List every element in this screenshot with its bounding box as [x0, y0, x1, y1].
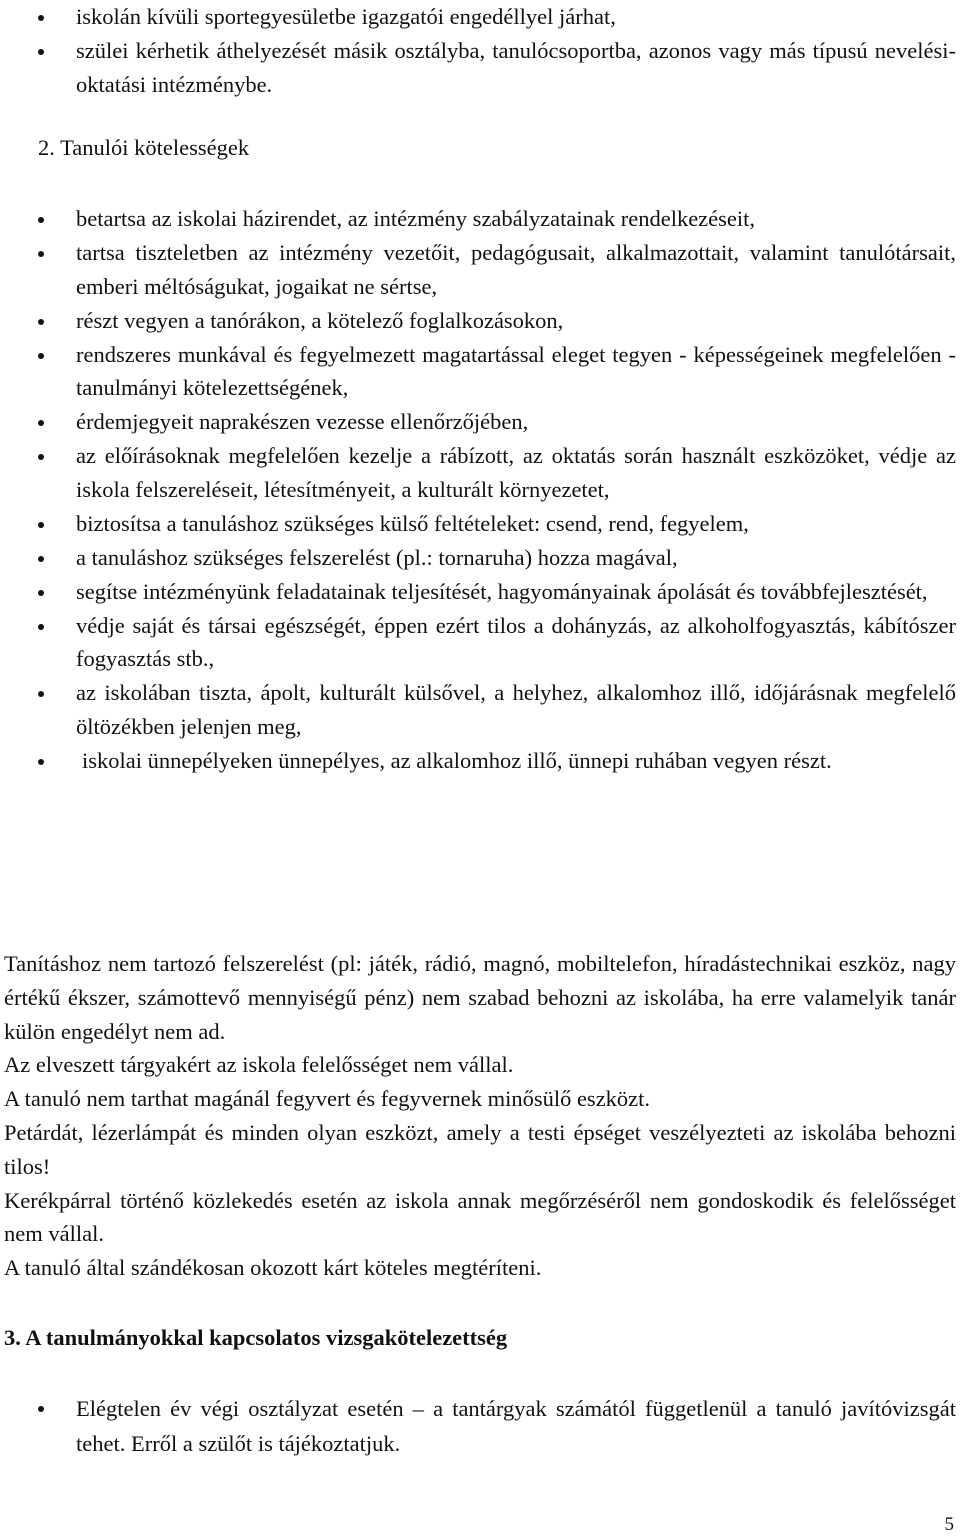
- exam-bullet-list: [0, 1391, 960, 1462]
- list-item: segítse intézményünk feladatainak teljesítését, hagyományainak ápolását és továbbfejlesztését,: [0, 575, 960, 609]
- bullet-icon: [38, 251, 44, 257]
- list-item: részt vegyen a tanórákon, a kötelező foglalkozásokon,: [0, 304, 960, 338]
- list-item: rendszeres munkával és fegyelmezett magatartással eleget tegyen - képességeinek megfelelően - tanulmányi kötelezettségének,: [0, 338, 960, 405]
- section-3-heading: 3. A tanulmányokkal kapcsolatos vizsgakötelezettség: [4, 1325, 508, 1350]
- section-2-heading: 2. Tanulói kötelességek: [38, 135, 250, 160]
- bullet-icon: [38, 556, 44, 562]
- bullet-icon: [38, 590, 44, 596]
- duties-bullet-list: [0, 202, 960, 778]
- list-item: a tanuláshoz szükséges felszerelést (pl.: tornaruha) hozza magával,: [0, 541, 960, 575]
- bullet-icon: [38, 1406, 44, 1412]
- bullet-icon: [38, 691, 44, 697]
- page-number: 5: [944, 1514, 954, 1535]
- list-item: Elégtelen év végi osztályzat esetén – a tantárgyak számától függetlenül a tanuló javítóvizsgát tehet. Erről a szülőt is tájékoztatjuk.: [0, 1391, 960, 1461]
- bullet-icon: [38, 454, 44, 460]
- paragraph: A tanuló nem tarthat magánál fegyvert és fegyvernek minősülő eszközt.: [4, 1086, 651, 1112]
- bullet-icon: [38, 217, 44, 223]
- paragraph: Tanításhoz nem tartozó felszerelést (pl: játék, rádió, magnó, mobiltelefon, híradástechnikai eszköz, nagy értékű ékszer, számottevő mennyiségű pénz) nem szabad behozni az iskolába, ha erre valamelyik tanár külön engedélyt nem ad.: [4, 951, 956, 1044]
- top-bullet-list: [0, 0, 960, 102]
- list-item: tartsa tiszteletben az intézmény vezetőit, pedagógusait, alkalmazottait, valamint tanulótársait, emberi méltóságukat, jogaikat ne sértse,: [0, 236, 960, 303]
- bullet-icon: [38, 624, 44, 630]
- bullet-icon: [38, 420, 44, 426]
- list-item: biztosítsa a tanuláshoz szükséges külső feltételeket: csend, rend, fegyelem,: [0, 507, 960, 541]
- bullet-icon: [38, 49, 44, 55]
- rules-paragraphs: [4, 947, 956, 1285]
- paragraph: A tanuló által szándékosan okozott kárt köteles megtéríteni.: [4, 1255, 542, 1281]
- list-item: védje saját és társai egészségét, éppen ezért tilos a dohányzás, az alkoholfogyasztás, kábítószer fogyasztás stb.,: [0, 609, 960, 676]
- list-item: betartsa az iskolai házirendet, az intézmény szabályzatainak rendelkezéseit,: [0, 202, 960, 236]
- bullet-icon: [38, 759, 44, 765]
- list-item: az iskolában tiszta, ápolt, kulturált külsővel, a helyhez, alkalomhoz illő, időjárásnak megfelelő öltözékben jelenjen meg,: [0, 676, 960, 743]
- list-item: iskolai ünnepélyeken ünnepélyes, az alkalomhoz illő, ünnepi ruhában vegyen részt.: [0, 744, 960, 778]
- bullet-icon: [38, 353, 44, 359]
- list-item: érdemjegyeit naprakészen vezesse ellenőrzőjében,: [0, 405, 960, 439]
- paragraph: Az elveszett tárgyakért az iskola felelősséget nem vállal.: [4, 1052, 514, 1078]
- paragraph: Petárdát, lézerlámpát és minden olyan eszközt, amely a testi épséget veszélyezteti az iskolába behozni tilos!: [4, 1119, 956, 1179]
- list-item: szülei kérhetik áthelyezését másik osztályba, tanulócsoportba, azonos vagy más típusú nevelési-oktatási intézménybe.: [0, 34, 960, 101]
- bullet-icon: [38, 522, 44, 528]
- list-item: iskolán kívüli sportegyesületbe igazgatói engedéllyel járhat,: [0, 0, 960, 34]
- bullet-icon: [38, 15, 44, 21]
- bullet-icon: [38, 319, 44, 325]
- list-item: az előírásoknak megfelelően kezelje a rábízott, az oktatás során használt eszközöket, védje az iskola felszereléseit, létesítményeit, a kulturált környezetet,: [0, 439, 960, 506]
- paragraph: Kerékpárral történő közlekedés esetén az iskola annak megőrzéséről nem gondoskodik és felelősséget nem vállal.: [4, 1187, 956, 1247]
